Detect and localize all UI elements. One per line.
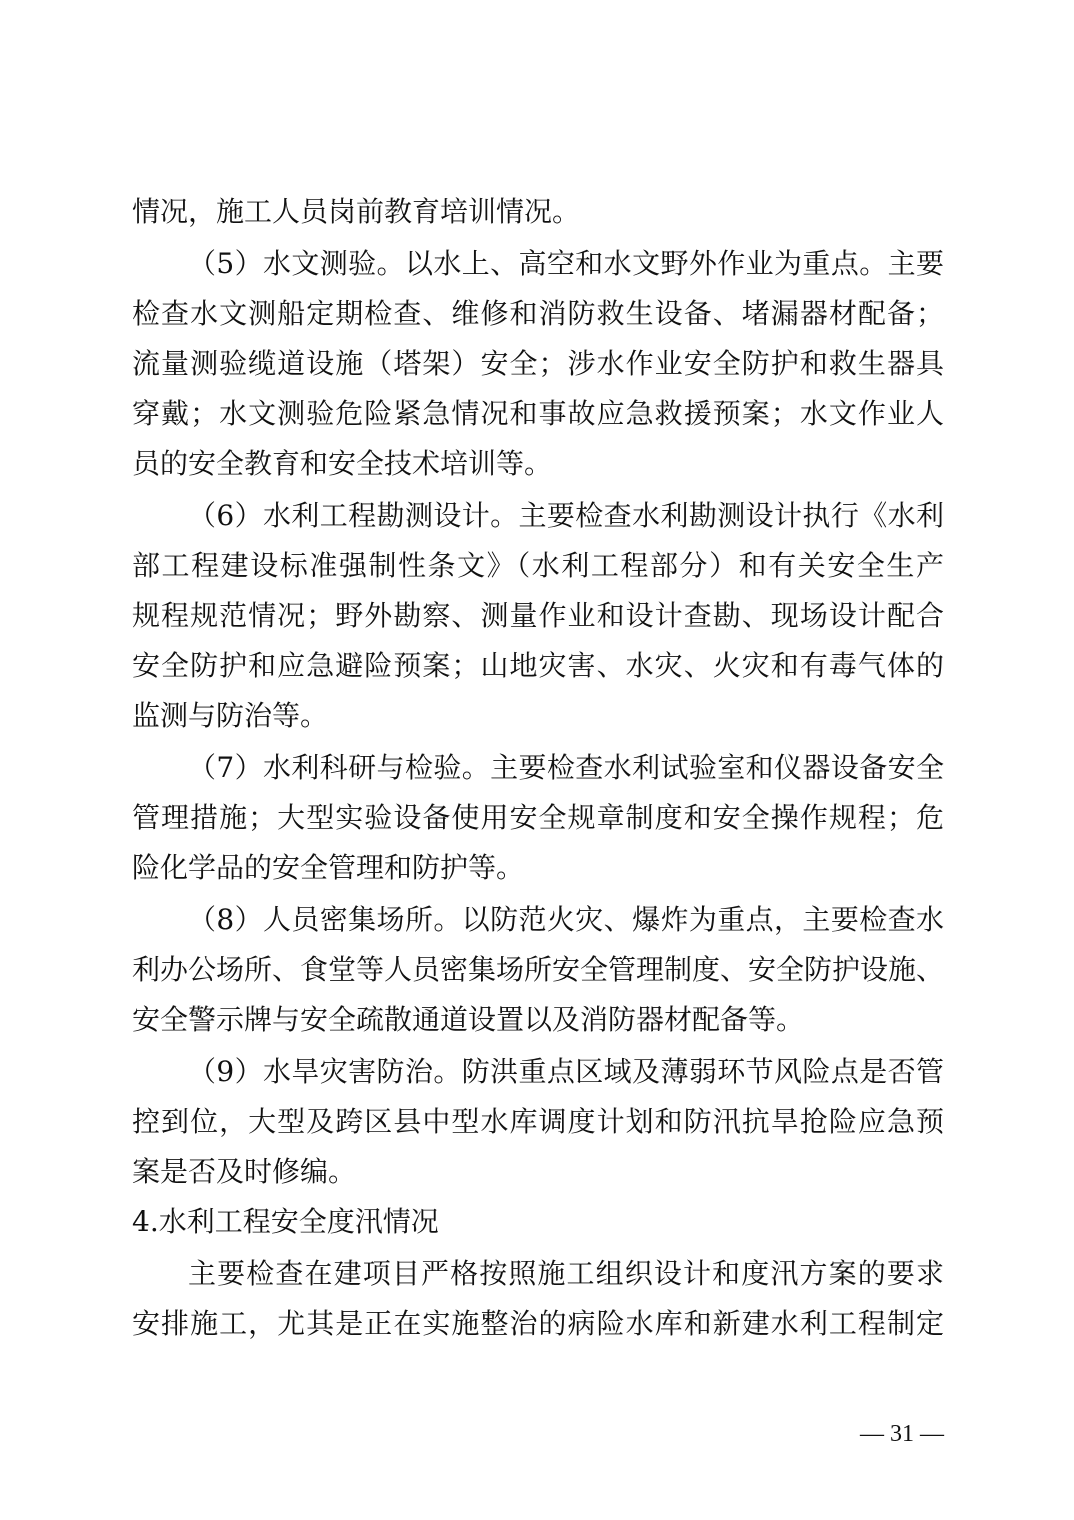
text-line: 管理措施；大型实验设备使用安全规章制度和安全操作规程；危 (132, 801, 944, 834)
paragraph-8-heading-line: （8）人员密集场所。以防范火灾、爆炸为重点，主要检查水 (188, 903, 944, 936)
text-line: 安全警示牌与安全疏散通道设置以及消防器材配备等。 (132, 1003, 805, 1036)
text-line: 规程规范情况；野外勘察、测量作业和设计查勘、现场设计配合 (132, 599, 944, 632)
text-line: 安全防护和应急避险预案；山地灾害、水灾、火灾和有毒气体的 (132, 649, 944, 682)
text-line: 部工程建设标准强制性条文》（水利工程部分）和有关安全生产 (132, 549, 944, 582)
text-line: 情况，施工人员岗前教育培训情况。 (132, 195, 581, 228)
paragraph-6-heading-line: （6）水利工程勘测设计。主要检查水利勘测设计执行《水利 (188, 499, 944, 532)
text-line: 案是否及时修编。 (132, 1155, 357, 1188)
text-line: 穿戴；水文测验危险紧急情况和事故应急救援预案；水文作业人 (132, 397, 944, 430)
text-line: 险化学品的安全管理和防护等。 (132, 851, 525, 884)
text-line: 监测与防治等。 (132, 699, 329, 732)
paragraph-7-heading-line: （7）水利科研与检验。主要检查水利试验室和仪器设备安全 (188, 751, 944, 784)
text-line: 控到位，大型及跨区县中型水库调度计划和防汛抗旱抢险应急预 (132, 1105, 944, 1138)
text-line: 流量测验缆道设施（塔架）安全；涉水作业安全防护和救生器具 (132, 347, 944, 380)
paragraph-5-heading-line: （5）水文测验。以水上、高空和水文野外作业为重点。主要 (188, 247, 944, 280)
page-number: — 31 — (860, 1421, 944, 1447)
paragraph-9-heading-line: （9）水旱灾害防治。防洪重点区域及薄弱环节风险点是否管 (188, 1055, 944, 1088)
text-line: 检查水文测船定期检查、维修和消防救生设备、堵漏器材配备； (132, 297, 944, 330)
text-line: 利办公场所、食堂等人员密集场所安全管理制度、安全防护设施、 (132, 953, 944, 986)
text-line: 安排施工，尤其是正在实施整治的病险水库和新建水利工程制定 (132, 1307, 944, 1340)
section-heading: 4.水利工程安全度汛情况 (132, 1205, 439, 1238)
text-line: 员的安全教育和安全技术培训等。 (132, 447, 553, 480)
text-line: 主要检查在建项目严格按照施工组织设计和度汛方案的要求 (188, 1257, 944, 1290)
